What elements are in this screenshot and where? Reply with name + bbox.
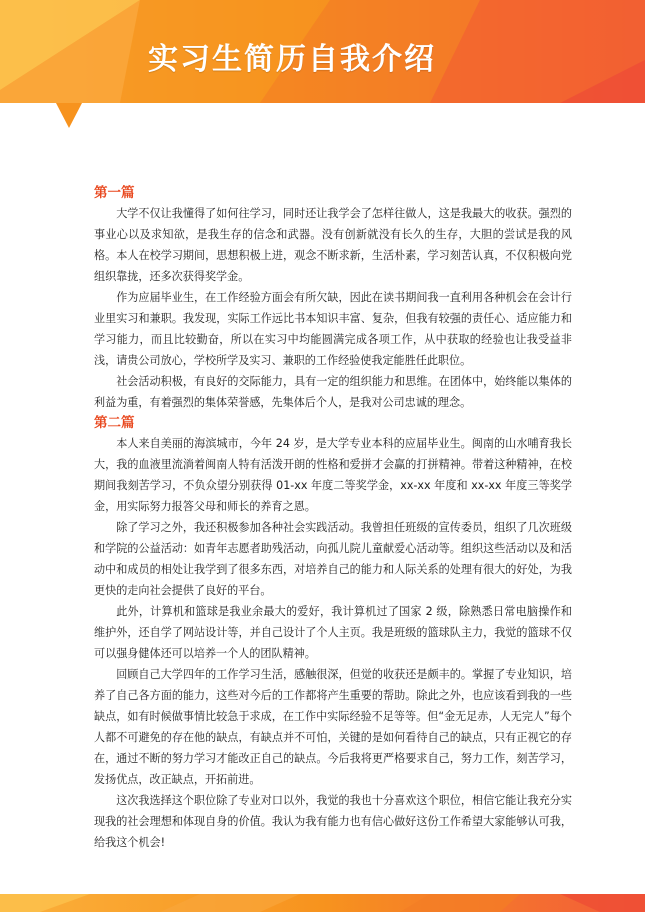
section-heading-1: 第一篇 <box>94 185 135 201</box>
paragraph: 此外，计算机和篮球是我业余最大的爱好，我计算机过了国家 2 级，除熟悉日常电脑操作和维护外，还自学了网站设计等，并自己设计了个人主页。我是班级的篮球队主力，我觉的篮球不仅可以强身健体还可以培养一个人的团队精神。 <box>94 605 572 660</box>
footer-graphic <box>0 882 645 912</box>
paragraph: 本人来自美丽的海滨城市，今年 24 岁，是大学专业本科的应届毕业生。闽南的山水哺育我长大，我的血液里流淌着闽南人特有活泼开朗的性格和爱拼才会赢的打拼精神。带着这种精神，在校期间我刻苦学习，不负众望分别获得 01-xx 年度二等奖学金，xx-xx 年度和 xx-xx 年度三等奖学金，用实际努力报答父母和师长的养育之恩。 <box>94 437 572 513</box>
page-title: 实习生简历自我介绍 <box>148 42 436 77</box>
paragraph: 作为应届毕业生，在工作经验方面会有所欠缺，因此在读书期间我一直利用各种机会在会计行业里实习和兼职。我发现，实际工作远比书本知识丰富、复杂，但我有较强的责任心、适应能力和学习能力，而且比较勤奋，所以在实习中均能圆满完成各项工作，从中获取的经验也让我受益非浅，请贵公司放心，学校所学及实习、兼职的工作经验使我定能胜任此职位。 <box>94 291 572 367</box>
header-banner <box>0 0 645 130</box>
paragraph: 大学不仅让我懂得了如何往学习，同时还让我学会了怎样往做人，这是我最大的收获。强烈的事业心以及求知欲，是我生存的信念和武器。没有创新就没有长久的生存，大胆的尝试是我的风格。本人在校学习期间，思想积极上进，观念不断求新，生活朴素，学习刻苦认真，不仅积极向党组织靠拢，还多次获得奖学金。 <box>94 207 572 283</box>
paragraph: 回顾自己大学四年的工作学习生活，感触很深，但觉的收获还是颇丰的。掌握了专业知识，培养了自己各方面的能力，这些对今后的工作都将产生重要的帮助。除此之外，也应该看到我的一些缺点，如有时候做事情比较急于求成，在工作中实际经验不足等等。但“金无足赤，人无完人”每个人都不可避免的存在他的缺点，有缺点并不可怕，关键的是如何看待自己的缺点，只有正视它的存在，通过不断的努力学习才能改正自己的缺点。今后我将更严格要求自己，努力工作，刻苦学习，发扬优点，改正缺点，开拓前进。 <box>94 668 572 786</box>
paragraph: 社会活动积极，有良好的交际能力，具有一定的组织能力和思维。在团体中，始终能以集体的利益为重，有着强烈的集体荣誉感，先集体后个人，是我对公司忠诚的理念。 <box>94 375 572 409</box>
document-body <box>94 183 572 853</box>
paragraph: 除了学习之外，我还积极参加各种社会实践活动。我曾担任班级的宣传委员，组织了几次班级和学院的公益活动：如青年志愿者助残活动，向孤儿院儿童献爱心活动等。组织这些活动以及和活动中和成员的相处让我学到了很多东西，对培养自己的能力和人际关系的处理有很大的好处，为我更快的走向社会提供了良好的平台。 <box>94 521 572 597</box>
footer-banner <box>0 882 645 912</box>
section-heading-2: 第二篇 <box>94 415 135 431</box>
paragraph: 这次我选择这个职位除了专业对口以外，我觉的我也十分喜欢这个职位，相信它能让我充分实现我的社会理想和体现自身的价值。我认为我有能力也有信心做好这份工作希望大家能够认可我，给我这个机会! <box>94 794 572 849</box>
